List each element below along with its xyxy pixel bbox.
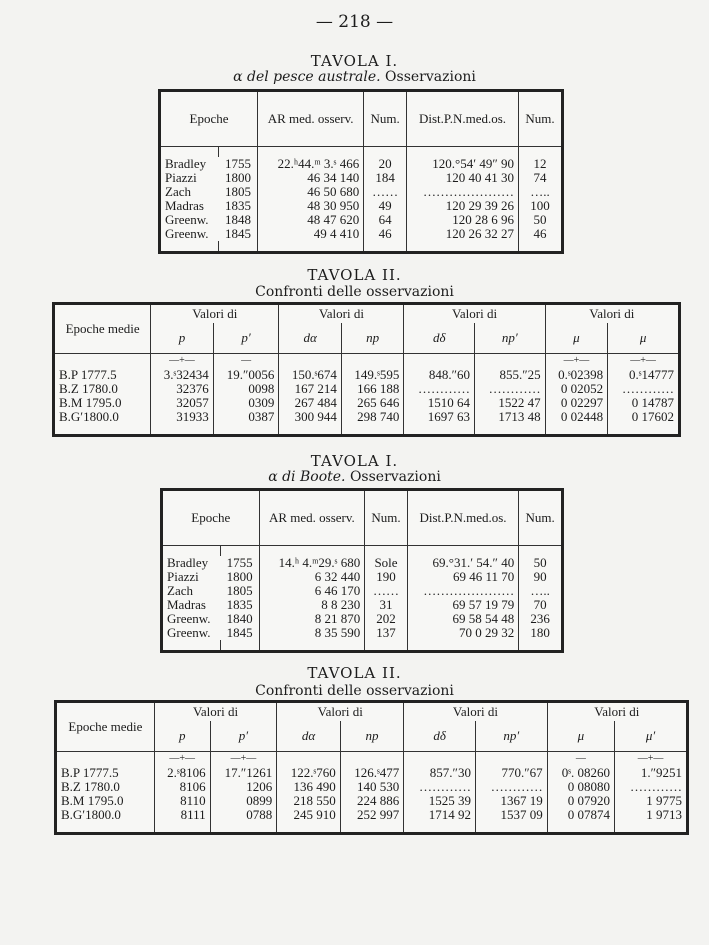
table-cell: 1525 39 [404, 794, 476, 808]
table-cell: 857.″30 [404, 766, 476, 780]
table-row [56, 794, 688, 808]
table-cell: B.M 1795.0 [56, 794, 155, 808]
table-cell: Bradley [167, 555, 209, 570]
spacer-cell [154, 822, 210, 834]
table-cell: 120 26 32 27 [407, 227, 519, 241]
mark-cell: — [547, 752, 614, 767]
table-cell: Greenw. [165, 212, 209, 227]
table-cell: 855.″25 [475, 368, 546, 382]
column-header: AR med. osserv. [259, 490, 365, 546]
table-cell: 300 944 [279, 410, 342, 424]
table-cell: 49 4 410 [258, 227, 364, 241]
column-header: Num. [364, 91, 407, 147]
mark-cell [475, 354, 546, 369]
spacer-cell [364, 241, 407, 253]
table-cell: 1845 [219, 227, 258, 241]
table-cell: 1755 [219, 157, 258, 171]
table-cell: 1 9775 [646, 793, 682, 808]
table-cell: 50 [533, 212, 547, 227]
table-cell: Bradley [165, 156, 207, 171]
table-cell: 8 8 230 [259, 598, 365, 612]
group-header: Valori di [594, 704, 640, 719]
table-cell: ….. [530, 583, 550, 598]
table-cell: 20 [364, 157, 407, 171]
table-cell: 74 [533, 170, 547, 185]
table-cell: 31 [365, 598, 408, 612]
column-header: Epoche [162, 490, 260, 546]
table-cell: 236 [530, 611, 550, 626]
table-cell: 1805 [221, 584, 259, 598]
table-cell: 190 [365, 570, 408, 584]
section-subtitle: Confronti delle osservazioni [255, 683, 454, 699]
table-cell: 50 [533, 555, 547, 570]
mark-cell: —+— [637, 753, 664, 764]
table-cell: B.Z 1780.0 [54, 382, 151, 396]
mark-cell: —+— [630, 355, 656, 366]
table-cell: 167 214 [279, 382, 342, 396]
table-cell: 12 [533, 156, 547, 171]
table-cell: 0.ˢ14777 [628, 367, 674, 382]
column-header: Epoche [160, 91, 258, 147]
table-cell: 245 910 [277, 808, 341, 822]
table-cell: B.Z 1780.0 [56, 780, 155, 794]
table-cell: 69 58 54 48 [407, 612, 518, 626]
table-cell: 48 47 620 [258, 213, 364, 227]
sub-header: np′ [475, 721, 547, 752]
spacer-cell [519, 241, 563, 253]
table-cell: Sole [365, 556, 408, 570]
spacer-cell [547, 822, 614, 834]
table-cell: 202 [365, 612, 408, 626]
sub-header: np′ [475, 323, 546, 354]
table-cell: ………… [622, 381, 674, 396]
spacer-cell [519, 640, 563, 652]
spacer-cell [608, 424, 680, 436]
table-cell: ………… [475, 780, 547, 794]
table-row [56, 780, 688, 794]
table-cell: Greenw. [167, 625, 211, 640]
table-cell: 1.″9251 [640, 765, 682, 780]
table-cell: 0788 [210, 808, 277, 822]
table-cell: 69.°31.′ 54.″ 40 [407, 556, 518, 570]
mark-cell [54, 354, 151, 369]
table-cell: Madras [167, 597, 206, 612]
table-cell: 137 [365, 626, 408, 640]
table-cell: 0899 [210, 794, 277, 808]
column-header: Epoche medie [56, 702, 155, 752]
spacer-cell [340, 822, 404, 834]
table-cell: 90 [533, 569, 547, 584]
table-cell: ………… [630, 779, 682, 794]
section-subtitle: α di Boote. Osservazioni [268, 469, 441, 485]
table-cell: 298 740 [341, 410, 404, 424]
spacer-cell [54, 424, 151, 436]
sub-header: p′ [213, 323, 279, 354]
page-number: — 218 — [315, 12, 394, 32]
section-title: TAVOLA II. [307, 664, 402, 682]
spacer-cell [259, 640, 365, 652]
table-cell: ………………… [407, 185, 519, 199]
table-cell: 0.ˢ02398 [545, 368, 608, 382]
table-cell: 0ˢ. 08260 [547, 766, 614, 780]
table-row [54, 396, 680, 410]
table-row [162, 598, 563, 612]
table-cell: 218 550 [277, 794, 341, 808]
mark-cell: —+— [545, 354, 608, 369]
sub-header: μ′ [615, 721, 688, 752]
section-title: TAVOLA I. [310, 52, 399, 70]
group-header: Valori di [279, 304, 404, 324]
sub-header: μ [545, 323, 608, 354]
table-cell: Piazzi [165, 170, 197, 185]
table-cell: Greenw. [167, 611, 211, 626]
table-cell: Piazzi [167, 569, 199, 584]
column-header: Epoche medie [54, 304, 151, 354]
spacer-cell [404, 822, 476, 834]
spacer-cell [221, 640, 259, 652]
table-cell: 166 188 [341, 382, 404, 396]
table-row [160, 199, 563, 213]
table-cell: 0 17602 [631, 409, 674, 424]
group-header: Valori di [277, 702, 404, 722]
table-row [160, 185, 563, 199]
table-cell: 120.°54′ 49″ 90 [407, 157, 519, 171]
group-header: Valori di [589, 306, 635, 321]
table-cell: 0 14787 [631, 395, 674, 410]
table-row [56, 766, 688, 780]
table-cell: 1755 [221, 556, 259, 570]
table-cell: 46 [533, 226, 547, 241]
group-header: Valori di [154, 702, 276, 722]
mark-cell: —+— [210, 752, 277, 767]
table-cell: B.G′1800.0 [56, 808, 155, 822]
table-cell: 0098 [213, 382, 279, 396]
column-header: Num. [519, 490, 563, 546]
table-cell: 1713 48 [475, 410, 546, 424]
table-cell: 32057 [151, 396, 214, 410]
table-cell: ………… [404, 382, 475, 396]
mark-cell [404, 354, 475, 369]
table-cell: 70 0 29 32 [407, 626, 518, 640]
table-cell: 1367 19 [475, 794, 547, 808]
section-subtitle: Confronti delle osservazioni [255, 284, 454, 300]
table-row [160, 213, 563, 227]
mark-cell [277, 752, 341, 767]
mark-cell [341, 354, 404, 369]
table-row [162, 626, 563, 640]
spacer-cell [56, 822, 155, 834]
table-cell: 48 30 950 [258, 199, 364, 213]
table-cell: …… [364, 185, 407, 199]
table-cell: 180 [530, 625, 550, 640]
table-cell: 17.″1261 [210, 766, 277, 780]
observations-table [158, 89, 564, 254]
table-cell: 69 46 11 70 [407, 570, 518, 584]
table-cell: 6 32 440 [259, 570, 365, 584]
spacer-cell [219, 241, 258, 253]
column-header: Num. [365, 490, 408, 546]
mark-cell [475, 752, 547, 767]
section-subtitle: α del pesce australe. Osservazioni [233, 69, 476, 85]
spacer-cell [160, 241, 219, 253]
sub-header: dα [277, 721, 341, 752]
spacer-cell [151, 424, 214, 436]
table-cell: 1848 [219, 213, 258, 227]
table-cell: 120 29 39 26 [407, 199, 519, 213]
table-cell: 49 [364, 199, 407, 213]
table-cell: 1800 [221, 570, 259, 584]
table-cell: 136 490 [277, 780, 341, 794]
table-cell: Zach [167, 583, 193, 598]
table-cell: 1835 [221, 598, 259, 612]
column-header: Dist.P.N.med.os. [407, 91, 519, 147]
observations-table [160, 488, 564, 653]
table-cell: 8 35 590 [259, 626, 365, 640]
table-cell: 8106 [154, 780, 210, 794]
table-cell: 0 07920 [547, 794, 614, 808]
table-cell: 1840 [221, 612, 259, 626]
sub-header: dδ [404, 721, 476, 752]
table-cell: 0387 [213, 410, 279, 424]
table-cell: 1697 63 [404, 410, 475, 424]
table-cell: 2.ˢ8106 [154, 766, 210, 780]
table-cell: 0 02297 [545, 396, 608, 410]
table-cell: ………………… [407, 584, 518, 598]
table-cell: 140 530 [340, 780, 404, 794]
sub-header: np [341, 323, 404, 354]
table-cell: 1714 92 [404, 808, 476, 822]
group-header: Valori di [404, 702, 547, 722]
table-row [160, 227, 563, 241]
mark-cell [340, 752, 404, 767]
table-cell: 8111 [154, 808, 210, 822]
spacer-cell [365, 640, 408, 652]
table-cell: 0 02052 [545, 382, 608, 396]
table-cell: B.P 1777.5 [54, 368, 151, 382]
table-row [54, 368, 680, 382]
table-cell: 120 28 6 96 [407, 213, 519, 227]
sub-header: p′ [210, 721, 277, 752]
sub-header: p [151, 323, 214, 354]
table-cell: 122.ˢ760 [277, 766, 341, 780]
spacer-cell [545, 424, 608, 436]
table-cell: 6 46 170 [259, 584, 365, 598]
table-row [162, 556, 563, 570]
table-cell: 126.ˢ477 [340, 766, 404, 780]
sub-header: μ [608, 323, 680, 354]
table-cell: 1 9713 [646, 807, 682, 822]
table-cell: …… [365, 584, 408, 598]
table-cell: B.G′1800.0 [54, 410, 151, 424]
comparisons-table [52, 302, 681, 437]
table-cell: 252 997 [340, 808, 404, 822]
spacer-cell [162, 640, 221, 652]
table-cell: 1805 [219, 185, 258, 199]
spacer-cell [277, 822, 341, 834]
spacer-cell [475, 822, 547, 834]
group-header: Valori di [151, 304, 279, 324]
table-cell: 3.ˢ32434 [151, 368, 214, 382]
spacer-cell [404, 424, 475, 436]
spacer-cell [475, 424, 546, 436]
table-cell: 46 [364, 227, 407, 241]
sub-header: μ [547, 721, 614, 752]
table-row [160, 157, 563, 171]
table-cell: 8110 [154, 794, 210, 808]
spacer-cell [341, 424, 404, 436]
table-cell: 0 07874 [547, 808, 614, 822]
table-cell: 149.ˢ595 [341, 368, 404, 382]
table-cell: Greenw. [165, 226, 209, 241]
mark-cell: — [213, 354, 279, 369]
table-cell: 120 40 41 30 [407, 171, 519, 185]
table-row [56, 808, 688, 822]
table-cell: 150.ˢ674 [279, 368, 342, 382]
table-cell: Madras [165, 198, 204, 213]
table-cell: 1835 [219, 199, 258, 213]
table-row [162, 570, 563, 584]
table-cell: 848.″60 [404, 368, 475, 382]
spacer-cell [210, 822, 277, 834]
table-cell: B.P 1777.5 [56, 766, 155, 780]
sub-header: dδ [404, 323, 475, 354]
sub-header: p [154, 721, 210, 752]
table-cell: 14.ʰ 4.ᵐ29.ˢ 680 [259, 556, 365, 570]
section-title: TAVOLA I. [310, 452, 399, 470]
table-row [160, 171, 563, 185]
column-header: Num. [519, 91, 563, 147]
table-cell: ………… [404, 780, 476, 794]
table-cell: 32376 [151, 382, 214, 396]
table-cell: 1510 64 [404, 396, 475, 410]
table-cell: 0309 [213, 396, 279, 410]
table-cell: 69 57 19 79 [407, 598, 518, 612]
column-header: AR med. osserv. [258, 91, 364, 147]
table-cell: 64 [364, 213, 407, 227]
table-cell: 19.″0056 [213, 368, 279, 382]
mark-cell: —+— [151, 354, 214, 369]
section-title: TAVOLA II. [307, 266, 402, 284]
table-cell: 46 34 140 [258, 171, 364, 185]
table-cell: 184 [364, 171, 407, 185]
table-cell: 1800 [219, 171, 258, 185]
comparisons-table [54, 700, 689, 835]
spacer-cell [407, 241, 519, 253]
sub-header: dα [279, 323, 342, 354]
table-cell: 770.″67 [475, 766, 547, 780]
table-cell: 100 [530, 198, 550, 213]
table-cell: B.M 1795.0 [54, 396, 151, 410]
spacer-cell [279, 424, 342, 436]
table-row [54, 382, 680, 396]
spacer-cell [615, 822, 688, 834]
sub-header: np [340, 721, 404, 752]
table-cell: 0 02448 [545, 410, 608, 424]
table-cell: 46 50 680 [258, 185, 364, 199]
table-cell: 0 08080 [547, 780, 614, 794]
table-cell: 8 21 870 [259, 612, 365, 626]
table-cell: 265 646 [341, 396, 404, 410]
table-cell: 1537 09 [475, 808, 547, 822]
table-row [54, 410, 680, 424]
table-row [162, 584, 563, 598]
spacer-cell [213, 424, 279, 436]
table-cell: 1522 47 [475, 396, 546, 410]
table-cell: 70 [533, 597, 547, 612]
column-header: Dist.P.N.med.os. [407, 490, 518, 546]
spacer-cell [407, 640, 518, 652]
spacer-cell [258, 241, 364, 253]
group-header: Valori di [404, 304, 545, 324]
mark-cell [56, 752, 155, 767]
table-cell: 22.ʰ44.ᵐ 3.ˢ 466 [258, 157, 364, 171]
table-cell: 1206 [210, 780, 277, 794]
table-cell: ………… [475, 382, 546, 396]
table-cell: 31933 [151, 410, 214, 424]
table-cell: Zach [165, 184, 191, 199]
mark-cell [279, 354, 342, 369]
table-cell: 267 484 [279, 396, 342, 410]
table-row [162, 612, 563, 626]
table-cell: ….. [530, 184, 550, 199]
mark-cell: —+— [154, 752, 210, 767]
mark-cell [404, 752, 476, 767]
table-cell: 1845 [221, 626, 259, 640]
table-cell: 224 886 [340, 794, 404, 808]
